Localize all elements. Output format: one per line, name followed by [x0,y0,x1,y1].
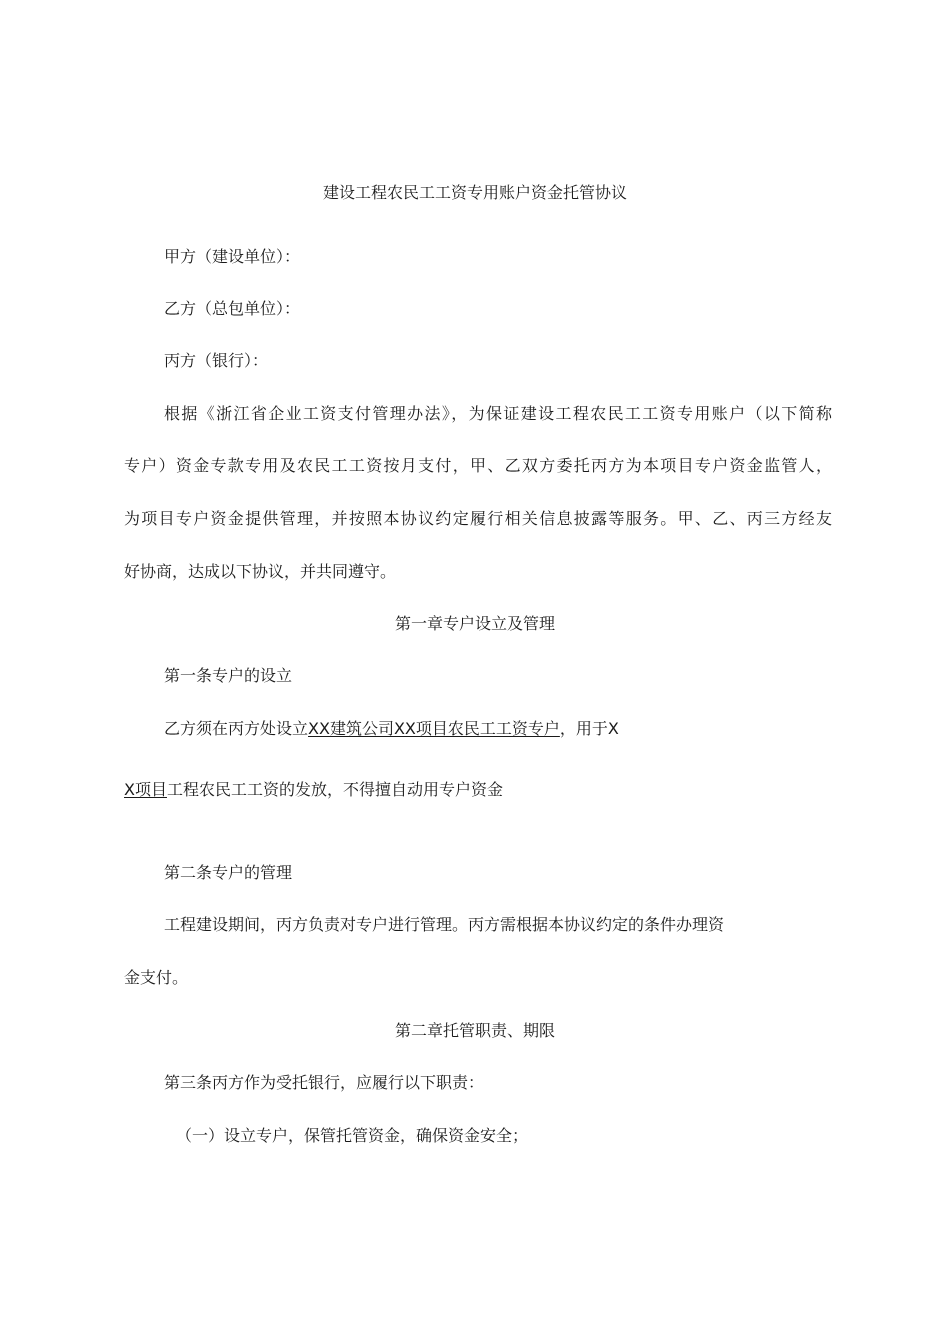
article-1-heading: 第一条专户的设立 [164,666,293,685]
chapter-2-heading: 第二章托管职责、期限 [394,1021,555,1040]
preamble-line-3: 为项目专户资金提供管理，并按照本协议约定履行相关信息披露等服务。甲、乙、丙三方经友 [124,509,832,528]
article-2-line-2: 金支付。 [124,968,189,987]
article-1-line-2 [124,780,503,800]
preamble-line-2: 专户）资金专款专用及农民工工资按月支付，甲、乙双方委托丙方为本项目专户资金监管人， [124,456,832,475]
article-1-text: 乙方须在丙方处设立 [164,719,309,738]
article-3-heading: 第三条丙方作为受托银行，应履行以下职责： [164,1073,485,1092]
article-2-heading: 第二条专户的管理 [164,863,293,882]
article-1-line-1 [164,719,619,739]
party-c-label: 丙方（银行）： [164,351,269,370]
article-3-item-1: （一）设立专户，保管托管资金，确保资金安全； [176,1126,529,1145]
document-title: 建设工程农民工工资专用账户资金托管协议 [322,183,627,202]
preamble-line-4: 好协商，达成以下协议，并共同遵守。 [124,562,397,581]
article-2-line-1: 工程建设期间，丙方负责对专户进行管理。丙方需根据本协议约定的条件办理资 [164,915,725,934]
account-name-underlined: XX建筑公司XX项目农民工工资专户 [308,719,560,738]
party-a-label: 甲方（建设单位）： [164,247,301,266]
chapter-1-heading: 第一章专户设立及管理 [394,614,555,633]
preamble-line-1: 根据《浙江省企业工资支付管理办法》，为保证建设工程农民工工资专用账户（以下简称 [164,404,832,423]
article-1-text: 工程农民工工资的发放，不得擅自动用专户资金 [166,780,503,799]
party-b-label: 乙方（总包单位）： [164,299,301,318]
project-name-underlined: X项目 [124,780,167,799]
article-1-text: ，用于X [559,719,619,738]
